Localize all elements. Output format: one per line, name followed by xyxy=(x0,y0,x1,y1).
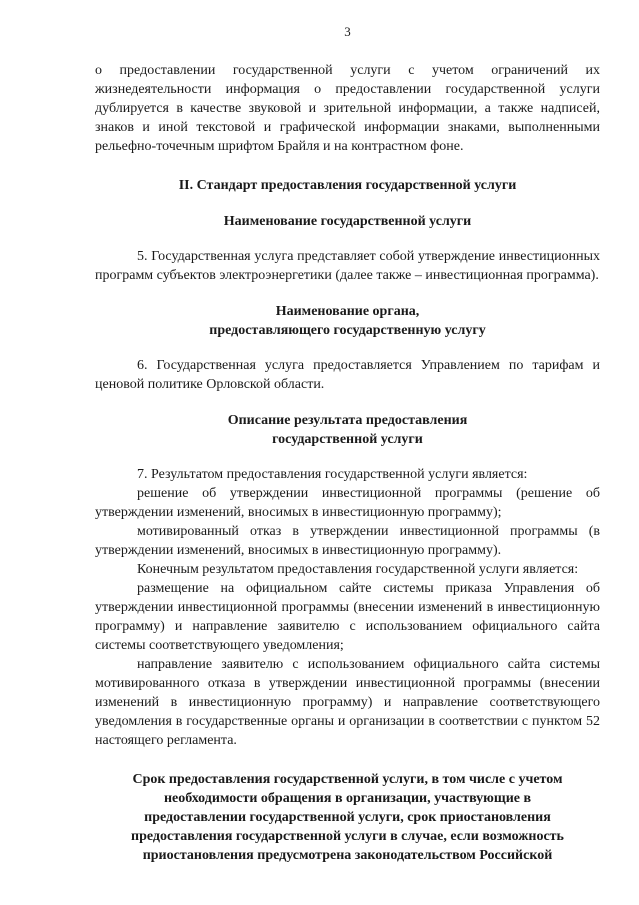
paragraph-7: 7. Результатом предоставления государственной услуги является: xyxy=(137,467,528,482)
document-body xyxy=(95,61,600,865)
heading-term-block xyxy=(95,770,600,865)
heading-term-line: предоставления государственной услуги в случае, если возможность xyxy=(131,829,564,844)
heading-organ-line-1: Наименование органа, xyxy=(275,304,420,319)
paragraph-final-result: Конечным результатом предоставления государственной услуги является: xyxy=(137,562,579,577)
section-title: II. Стандарт предоставления государственной услуги xyxy=(178,178,517,193)
paragraph-final-refusal: направление заявителю с использованием официального сайта системы мотивированного отказа в утверждении инвестиционной программы (внесении изменений в инвестиционную программу) и направление соответствующего уведомления в государственные органы и организации в соответствии с пунктом 52 настоящего регламента. xyxy=(95,657,600,748)
heading-organ-line-2: предоставляющего государственную услугу xyxy=(209,323,486,338)
paragraph-7-refusal: мотивированный отказ в утверждении инвестиционной программы (в утверждении изменений, вносимых в инвестиционную программу). xyxy=(95,524,600,558)
paragraph-6: 6. Государственная услуга предоставляется Управлением по тарифам и ценовой политике Орловской области. xyxy=(95,358,600,392)
intro-paragraph: о предоставлении государственной услуги с учетом ограничений их жизнедеятельности информация о предоставлении государственной услуги дублируется в качестве звуковой и зрительной информации, а также надписей, знаков и иной текстовой и графической информации знаками, выполненными рельефно-точечным шрифтом Брайля и на контрастном фоне. xyxy=(95,63,600,154)
page-number: 3 xyxy=(344,24,351,39)
paragraph-7-decision: решение об утверждении инвестиционной программы (решение об утверждении изменений, вносимых в инвестиционную программу); xyxy=(95,486,600,520)
paragraph-final-publication: размещение на официальном сайте системы приказа Управления об утверждении инвестиционной программы (внесении изменений в инвестиционную программу) и направление заявителю с использованием официального сайта системы соответствующего уведомления; xyxy=(95,581,600,653)
heading-result-line-2: государственной услуги xyxy=(272,432,423,447)
heading-term-line: Срок предоставления государственной услуги, в том числе с учетом xyxy=(132,772,563,787)
heading-result-line-1: Описание результата предоставления xyxy=(227,413,468,428)
heading-term-line: предоставлении государственной услуги, срок приостановления xyxy=(144,810,551,825)
heading-term-line: необходимости обращения в организации, участвующие в xyxy=(163,791,532,806)
paragraph-5: 5. Государственная услуга представляет собой утверждение инвестиционных программ субъектов электроэнергетики (далее также – инвестиционная программа). xyxy=(95,249,600,283)
heading-service-name: Наименование государственной услуги xyxy=(223,214,472,229)
heading-term-line: приостановления предусмотрена законодательством Российской xyxy=(142,848,553,863)
